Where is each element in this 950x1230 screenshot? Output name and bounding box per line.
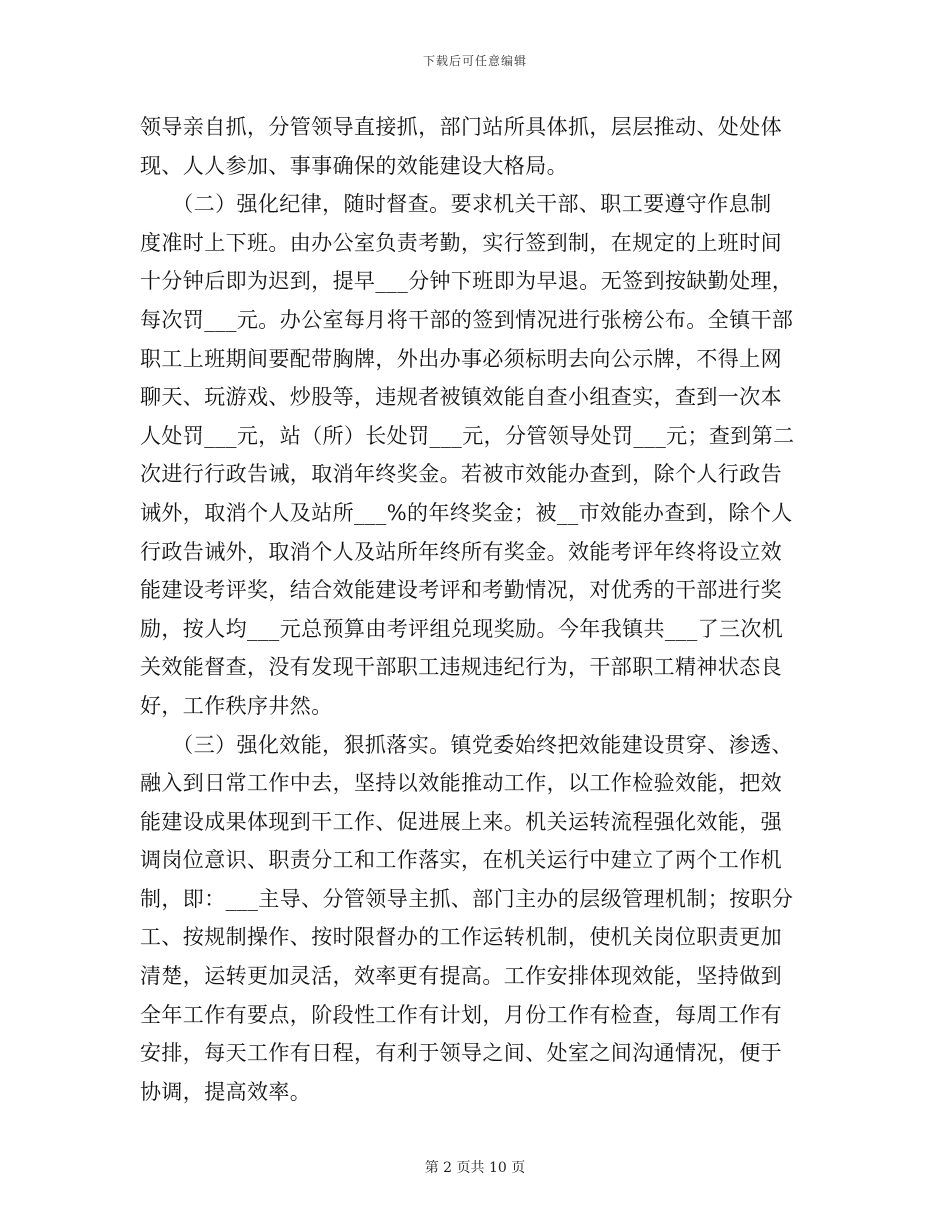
body-line: （二）强化纪律，随时督查。要求机关干部、职工要遵守作息制 <box>140 192 772 217</box>
body-line: 度准时上下班。由办公室负责考勤，实行签到制，在规定的上班时间 <box>140 230 782 255</box>
body-line: 励，按人均___元总预算由考评组兑现奖励。今年我镇共___了三次机 <box>140 616 784 641</box>
body-line: 工、按规制操作、按时限督办的工作运转机制，使机关岗位职责更加 <box>140 925 782 950</box>
body-line: 协调，提高效率。 <box>140 1079 312 1104</box>
document-body <box>140 108 820 1111</box>
body-line: 安排，每天工作有日程，有利于领导之间、处室之间沟通情况，便于 <box>140 1041 782 1066</box>
body-line: 能建设考评奖，结合效能建设考评和考勤情况，对优秀的干部进行奖 <box>140 578 782 603</box>
body-line: 聊天、玩游戏、炒股等，违规者被镇效能自查小组查实，查到一次本 <box>140 385 782 410</box>
body-line: 十分钟后即为迟到，提早___分钟下班即为早退。无签到按缺勤处理， <box>140 269 794 294</box>
body-line: 全年工作有要点，阶段性工作有计划，月份工作有检查，每周工作有 <box>140 1002 782 1027</box>
body-line: 人处罚___元，站（所）长处罚___元，分管领导处罚___元；查到第二 <box>140 423 795 448</box>
body-line: 领导亲自抓，分管领导直接抓，部门站所具体抓，层层推动、处处体 <box>140 115 782 139</box>
body-line: 行政告诫外，取消个人及站所年终所有奖金。效能考评年终将设立效 <box>140 539 782 564</box>
body-line: 好，工作秩序井然。 <box>140 693 333 718</box>
body-line: 调岗位意识、职责分工和工作落实，在机关运行中建立了两个工作机 <box>140 848 782 873</box>
body-line: 能建设成果体现到干工作、促进展上来。机关运转流程强化效能，强 <box>140 809 782 834</box>
page-footer: 第 2 页共 10 页 <box>424 1160 526 1176</box>
page-header: 下载后可任意编辑 <box>422 54 527 68</box>
body-line: 诫外，取消个人及站所___%的年终奖金；被__市效能办查到，除个人 <box>140 500 793 525</box>
body-line: 职工上班期间要配带胸牌，外出办事必须标明去向公示牌，不得上网 <box>140 346 782 371</box>
body-line: 制，即：___主导、分管领导主抓、部门主办的层级管理机制；按职分 <box>140 886 794 911</box>
body-line: 每次罚___元。办公室每月将干部的签到情况进行张榜公布。全镇干部 <box>140 307 794 332</box>
body-line: 清楚，运转更加灵活，效率更有提高。工作安排体现效能，坚持做到 <box>140 964 782 989</box>
body-line: （三）强化效能，狠抓落实。镇党委始终把效能建设贯穿、渗透、 <box>140 732 793 757</box>
body-line: 次进行行政告诫，取消年终奖金。若被市效能办查到，除个人行政告 <box>140 462 782 487</box>
body-line: 现、人人参加、事事确保的效能建设大格局。 <box>140 153 568 178</box>
body-line: 融入到日常工作中去，坚持以效能推动工作，以工作检验效能，把效 <box>140 771 782 796</box>
body-line: 关效能督查，没有发现干部职工违规违纪行为，干部职工精神状态良 <box>140 655 782 680</box>
